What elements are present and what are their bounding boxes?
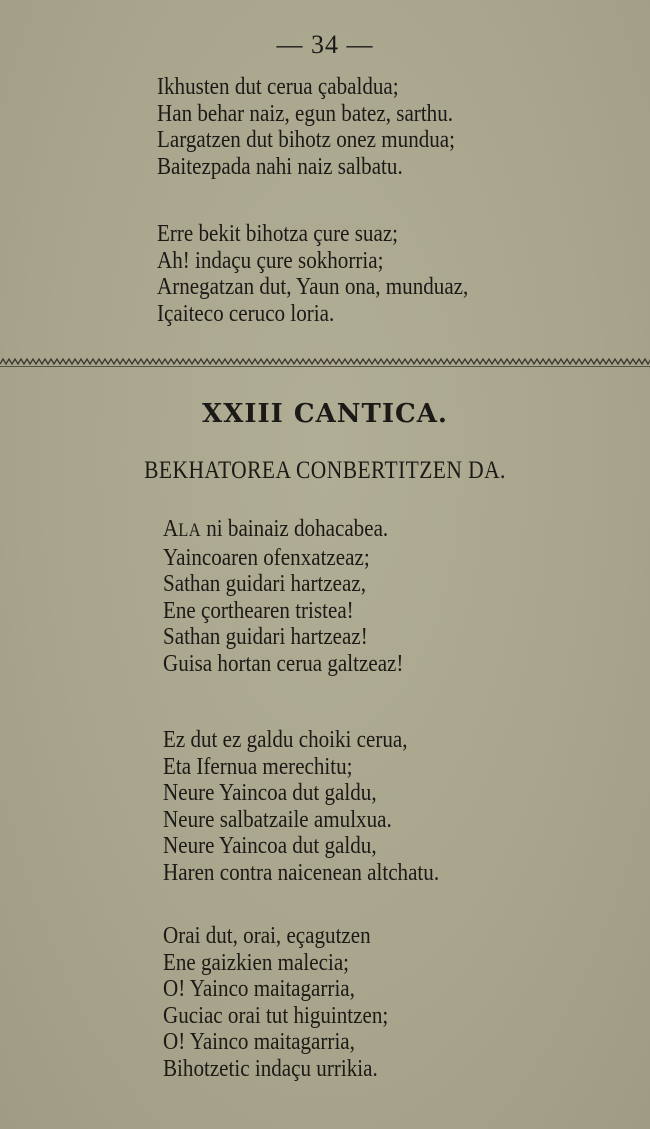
verse-stanza (163, 923, 388, 1082)
verse-line: Ez dut ez galdu choiki cerua, (163, 726, 408, 753)
verse-line: Arnegatzan dut, Yaun ona, munduaz, (157, 273, 469, 300)
section-subtitle: BEKHATOREA CONBERTITZEN DA. (144, 457, 506, 484)
verse-line: Ikhusten dut cerua çabaldua; (157, 73, 399, 100)
verse-line: Eta Ifernua merechitu; (163, 752, 353, 780)
verse-line: O! Yainco maitagarria, (163, 1028, 355, 1055)
verse-line: Largatzen dut bihotz onez mundua; (157, 126, 456, 153)
verse-line: Neure Yaincoa dut galdu, (163, 832, 377, 859)
verse-line: Orai dut, orai, eçagutzen (163, 922, 371, 949)
verse-line: Guciac orai tut higuintzen; (163, 1001, 389, 1029)
verse-stanza (163, 727, 439, 886)
first-line-text: ni bainaiz dohacabea. (201, 515, 389, 542)
verse-line: Guisa hortan cerua galtzeaz! (163, 649, 404, 677)
verse-line: Yaincoaren ofenxatzeaz; (163, 543, 370, 571)
verse-stanza (163, 516, 403, 677)
verse-stanza (157, 221, 468, 327)
verse-line-first (163, 516, 403, 545)
verse-line: Sathan guidari hartzeaz! (163, 623, 368, 650)
verse-line: O! Yainco maitagarria, (163, 975, 355, 1002)
initial-letter: A (163, 515, 179, 542)
verse-stanza (157, 74, 455, 180)
verse-line: Baitezpada nahi naiz salbatu. (157, 152, 403, 180)
verse-line: Han behar naiz, egun batez, sarthu. (157, 99, 454, 127)
ornamental-divider (0, 354, 650, 370)
verse-line: Neure salbatzaile amulxua. (163, 805, 392, 833)
page-number: — 34 — (276, 30, 374, 59)
verse-line: Haren contra naicenean altchatu. (163, 858, 440, 886)
verse-line: Ene gaizkien malecia; (163, 948, 350, 976)
section-title: XXIII CANTICA. (202, 399, 448, 429)
verse-line: Sathan guidari hartzeaz, (163, 570, 367, 597)
verse-line: Içaiteco ceruco loria. (157, 299, 335, 327)
verse-line: Ah! indaçu çure sokhorria; (157, 246, 384, 274)
verse-line: Ene çorthearen tristea! (163, 596, 354, 624)
initial-word-rest: LA (178, 520, 202, 541)
verse-line: Bihotzetic indaçu urrikia. (163, 1054, 378, 1082)
verse-line: Neure Yaincoa dut galdu, (163, 779, 377, 806)
verse-line: Erre bekit bihotza çure suaz; (157, 220, 399, 247)
